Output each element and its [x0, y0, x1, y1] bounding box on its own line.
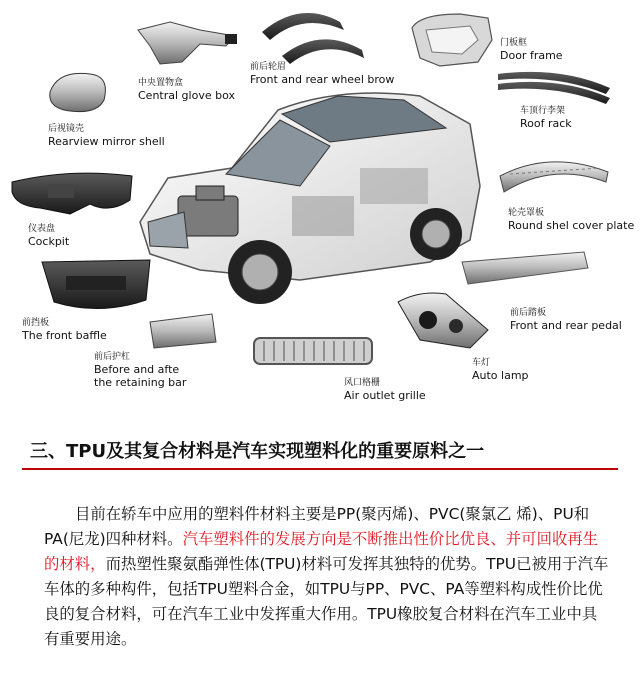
label-wheel-brow — [250, 62, 394, 86]
label-auto-lamp-zh: 车灯 — [472, 358, 491, 368]
roof-rack-part — [498, 72, 610, 104]
cockpit-part — [12, 173, 132, 214]
air-grille-part — [254, 338, 372, 364]
label-wheel-brow-zh: 前后轮眉 — [250, 62, 287, 72]
label-wheel-brow-en: Front and rear wheel brow — [250, 72, 395, 86]
label-glove-box — [138, 78, 235, 102]
pedal-part — [462, 252, 588, 284]
label-door-frame-en: Door frame — [500, 48, 563, 62]
label-roof-rack-zh: 车顶行李架 — [520, 106, 566, 116]
label-roof-rack — [520, 106, 572, 130]
label-mirror-shell-en: Rearview mirror shell — [48, 134, 165, 148]
mirror-shell-part — [50, 73, 106, 111]
label-mirror-shell — [48, 124, 165, 148]
label-wheel-cover-en: Round shel cover plate — [508, 218, 635, 232]
glove-box-part — [138, 22, 237, 64]
body-paragraph — [44, 502, 610, 652]
section-title-underline — [22, 468, 618, 470]
label-wheel-cover — [508, 208, 634, 232]
wheel-brow-part — [262, 13, 364, 64]
label-door-frame-zh: 门板框 — [500, 38, 528, 48]
body-text-part1: 目前在轿车中应用的塑料件材料主要是PP(聚丙烯)、PVC(聚氯乙 烯)、PU和PA(尼龙)四种材料。 — [44, 505, 590, 548]
label-retaining-bar-zh: 前后护杠 — [94, 352, 131, 362]
label-front-baffle — [22, 318, 107, 342]
door-frame-part — [412, 14, 492, 66]
label-mirror-shell-zh: 后视镜壳 — [48, 124, 85, 134]
body-text-part2: 而热塑性聚氨酯弹性体(TPU)材料可发挥其独特的优势。TPU已被用于汽车车体的多种构件，包括TPU塑料合金，如TPU与PP、PVC、PA等塑料构成性价比优良的复合材料，可在汽车工业中发挥重大作用。TPU橡胶复合材料在汽车工业中具有重要用途。 — [44, 555, 609, 648]
label-cockpit-en: Cockpit — [28, 234, 70, 248]
label-auto-lamp-en: Auto lamp — [472, 368, 529, 382]
retaining-bar-part — [150, 314, 216, 348]
body-text-highlight: 汽车塑料件的发展方向是不断推出性价比优良、并可回收再生的材料， — [44, 530, 599, 573]
label-air-grille-zh: 风口格栅 — [344, 378, 381, 388]
label-door-frame — [500, 38, 563, 62]
label-pedal-zh: 前后踏板 — [510, 308, 547, 318]
wheel-cover-part — [500, 162, 608, 192]
label-glove-box-en: Central glove box — [138, 88, 235, 102]
label-cockpit — [28, 224, 69, 248]
label-wheel-cover-zh: 轮壳罩板 — [508, 208, 545, 218]
label-air-grille — [344, 378, 426, 402]
label-cockpit-zh: 仪表盘 — [28, 224, 56, 234]
label-front-baffle-en: The front baffle — [22, 328, 107, 342]
label-retaining-bar-en2: the retaining bar — [94, 375, 187, 389]
label-retaining-bar-en: Before and afte — [94, 362, 180, 376]
label-roof-rack-en: Roof rack — [520, 116, 572, 130]
auto-lamp-part — [398, 293, 488, 348]
label-pedal-en: Front and rear pedal — [510, 318, 622, 332]
label-glove-box-zh: 中央置物盒 — [138, 78, 184, 88]
section-title: 三、TPU及其复合材料是汽车实现塑料化的重要原料之一 — [30, 441, 485, 462]
label-pedal — [510, 308, 622, 332]
car-illustration — [140, 93, 480, 304]
label-air-grille-en: Air outlet grille — [344, 388, 426, 402]
label-retaining-bar — [94, 352, 186, 389]
front-baffle-part — [42, 260, 150, 309]
label-front-baffle-zh: 前挡板 — [22, 318, 50, 328]
label-auto-lamp — [472, 358, 529, 382]
